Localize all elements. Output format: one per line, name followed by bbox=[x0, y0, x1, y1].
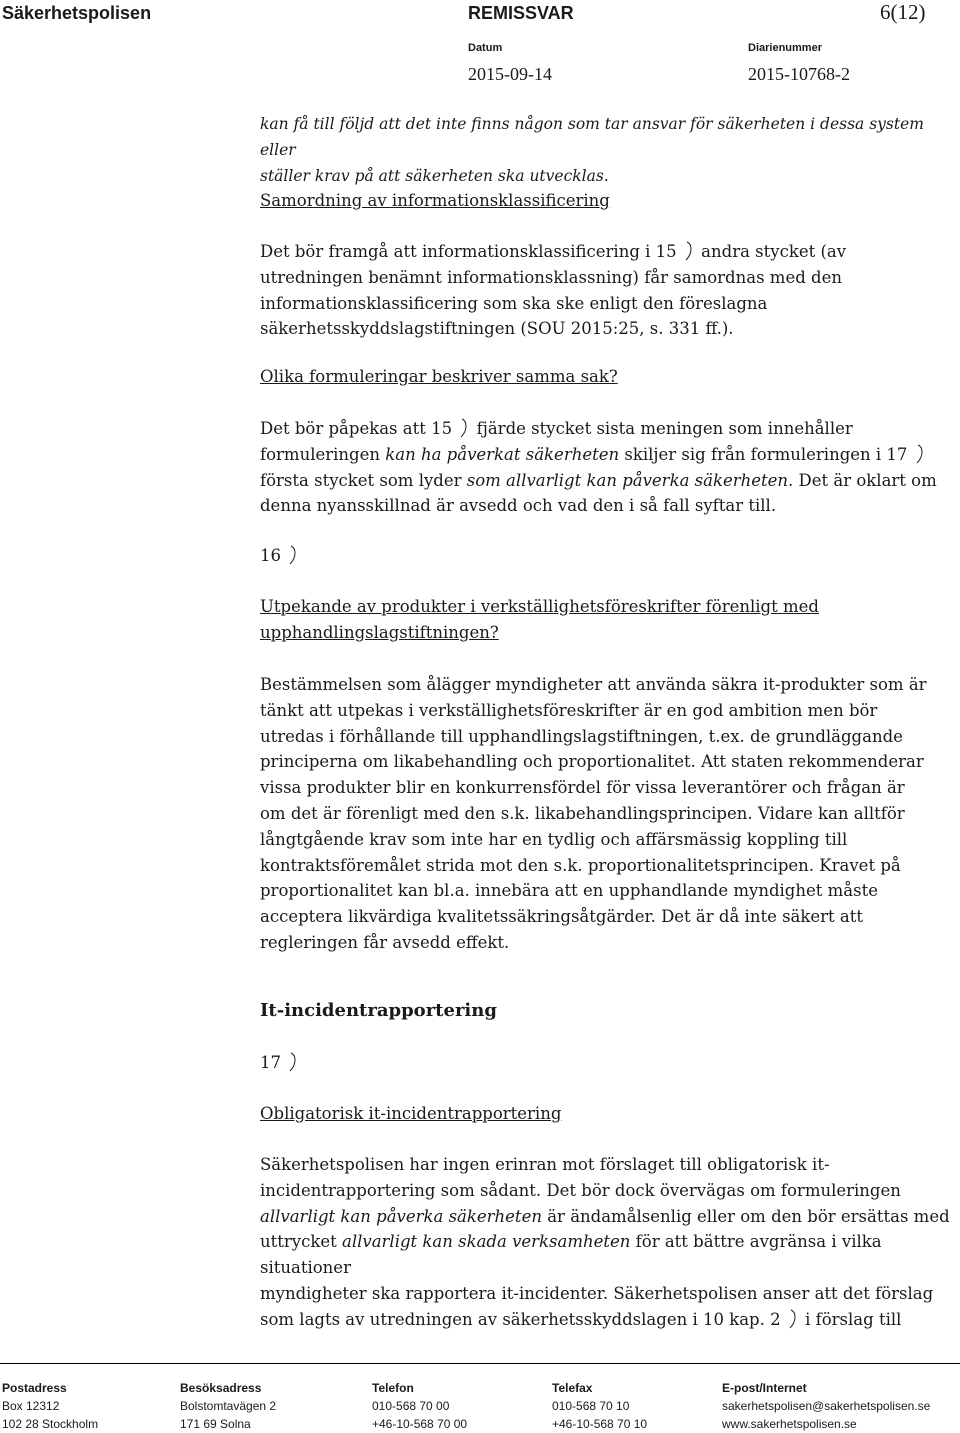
intro-paragraph bbox=[260, 112, 950, 189]
text-line: incidentrapportering som sådant. Det bör dock övervägas om formuleringen bbox=[260, 1180, 901, 1200]
footer-label: Telefon bbox=[372, 1381, 414, 1395]
paragraph-samordning bbox=[260, 239, 950, 342]
section-number: 16 bbox=[260, 546, 281, 565]
text-line: säkerhetsskyddslagstiftningen (SOU 2015:25, s. 331 ff.). bbox=[260, 319, 734, 339]
section-sign-icon bbox=[459, 418, 469, 438]
text-line: om det är förenligt med den s.k. likabehandlingsprincipen. Vidare kan alltför bbox=[260, 803, 905, 823]
text-line: långtgående krav som inte har en tydlig och affärsmässig koppling till bbox=[260, 829, 848, 849]
text-span: Det bör framgå att informationsklassificering i 15 bbox=[260, 242, 677, 261]
text-span: skiljer sig från formuleringen i 17 bbox=[624, 444, 908, 464]
section-sign-icon bbox=[288, 1052, 298, 1072]
heading-obligatorisk: Obligatorisk it-incidentrapportering bbox=[260, 1104, 562, 1123]
footer-besoksadress bbox=[180, 1379, 276, 1433]
date-label: Datum bbox=[468, 42, 503, 54]
footer-divider bbox=[0, 1363, 960, 1364]
section-16-marker bbox=[260, 543, 950, 569]
text-line: kontraktsföremålet strida mot den s.k. proportionalitetsprincipen. Kravet på bbox=[260, 855, 901, 875]
footer-telefon bbox=[372, 1379, 467, 1433]
footer-value: 010-568 70 10 bbox=[552, 1399, 630, 1413]
footer-epost bbox=[722, 1379, 930, 1433]
header-organization: Säkerhetspolisen bbox=[2, 3, 152, 23]
text-line: Bestämmelsen som ålägger myndigheter att använda säkra it-produkter som är bbox=[260, 675, 927, 694]
text-span: formuleringen bbox=[260, 444, 380, 464]
text-span: första stycket som lyder bbox=[260, 470, 462, 490]
diarie-value: 2015-10768-2 bbox=[748, 64, 850, 84]
heading-line: upphandlingslagstiftningen? bbox=[260, 622, 499, 642]
text-span: uttrycket bbox=[260, 1232, 337, 1252]
footer-label: E-post/Internet bbox=[722, 1381, 807, 1395]
text-line: denna nyansskillnad är avsedd och vad den i så fall syftar till. bbox=[260, 496, 777, 516]
heading-it-incidentrapportering: It-incidentrapportering bbox=[260, 1000, 497, 1021]
diarie-label: Diarienummer bbox=[748, 42, 822, 54]
page-number: 6(12) bbox=[880, 0, 926, 24]
italic-span: allvarligt kan skada verksamheten bbox=[341, 1232, 631, 1252]
date-value: 2015-09-14 bbox=[468, 64, 552, 84]
text-line: acceptera likvärdiga kvalitetssäkringsåtgärder. Det är då inte säkert att bbox=[260, 907, 864, 927]
footer-label: Besöksadress bbox=[180, 1381, 262, 1395]
footer-website-link[interactable]: www.sakerhetspolisen.se bbox=[722, 1417, 857, 1431]
heading-line: Utpekande av produkter i verkställighetsföreskrifter förenligt med bbox=[260, 597, 819, 616]
text-span: fjärde stycket sista meningen som innehåller bbox=[476, 419, 853, 438]
text-line: tänkt att utpekas i verkställighetsföreskrifter är en god ambition men bör bbox=[260, 700, 878, 720]
section-number: 17 bbox=[260, 1053, 281, 1072]
section-sign-icon bbox=[788, 1309, 798, 1329]
footer-postadress bbox=[2, 1379, 98, 1433]
paragraph-utpekande bbox=[260, 672, 950, 956]
text-line: utredas i förhållande till upphandlingslagstiftningen, t.ex. de grundläggande bbox=[260, 726, 903, 746]
footer-value: Bolstomtavägen 2 bbox=[180, 1399, 277, 1413]
header-document-type: REMISSVAR bbox=[468, 3, 574, 23]
footer-value: 171 69 Solna bbox=[180, 1417, 251, 1431]
italic-span: som allvarligt kan påverka säkerheten bbox=[466, 470, 789, 490]
section-sign-icon bbox=[288, 545, 298, 565]
intro-line: kan få till följd att det inte finns någon som tar ansvar för säkerheten i dessa system eller bbox=[260, 115, 924, 159]
footer-email-link[interactable]: sakerhetspolisen@sakerhetspolisen.se bbox=[722, 1399, 931, 1413]
heading-samordning: Samordning av informationsklassificering bbox=[260, 191, 610, 210]
footer-label: Telefax bbox=[552, 1381, 593, 1395]
footer-label: Postadress bbox=[2, 1381, 67, 1395]
italic-span: kan ha påverkat säkerheten bbox=[385, 444, 620, 464]
text-span: är ändamålsenlig eller om den bör ersättas med bbox=[547, 1206, 950, 1226]
section-sign-icon bbox=[684, 241, 694, 261]
text-span: Det bör påpekas att 15 bbox=[260, 419, 453, 438]
text-line: informationsklassificering som ska ske enligt den föreslagna bbox=[260, 293, 768, 313]
text-span: andra stycket (av bbox=[701, 242, 847, 261]
text-line: principerna om likabehandling och proportionalitet. Att staten rekommenderar bbox=[260, 752, 924, 772]
text-line: myndigheter ska rapportera it-incidenter. Säkerhetspolisen anser att det förslag bbox=[260, 1283, 934, 1303]
paragraph-olika-formuleringar bbox=[260, 416, 950, 519]
intro-line: ställer krav på att säkerheten ska utvecklas. bbox=[260, 166, 609, 185]
footer-value: +46-10-568 70 00 bbox=[372, 1417, 468, 1431]
text-line: vissa produkter blir en konkurrensfördel för vissa leverantörer och frågan är bbox=[260, 778, 905, 798]
text-line: utredningen benämnt informationsklassning) får samordnas med den bbox=[260, 267, 842, 287]
footer-value: Box 12312 bbox=[2, 1399, 60, 1413]
footer-value: +46-10-568 70 10 bbox=[552, 1417, 648, 1431]
footer-telefax bbox=[552, 1379, 647, 1433]
italic-span: allvarligt kan påverka säkerheten bbox=[260, 1206, 542, 1226]
text-line: proportionalitet kan bl.a. innebära att en upphandlande myndighet måste bbox=[260, 881, 878, 901]
text-line: Säkerhetspolisen har ingen erinran mot förslaget till obligatorisk it- bbox=[260, 1155, 830, 1174]
text-span: . Det är oklart om bbox=[788, 470, 937, 490]
heading-utpekande bbox=[260, 594, 950, 646]
footer-value: 102 28 Stockholm bbox=[2, 1417, 99, 1431]
text-span: som lagts av utredningen av säkerhetsskyddslagen i 10 kap. 2 bbox=[260, 1309, 781, 1329]
section-sign-icon bbox=[915, 444, 925, 464]
text-line: regleringen får avsedd effekt. bbox=[260, 932, 510, 952]
heading-olika-formuleringar: Olika formuleringar beskriver samma sak? bbox=[260, 367, 618, 386]
text-span: i förslag till bbox=[805, 1309, 902, 1329]
footer-value: 010-568 70 00 bbox=[372, 1399, 450, 1413]
text-span: för att bättre avgränsa i vilka situationer bbox=[260, 1232, 882, 1278]
paragraph-obligatorisk bbox=[260, 1152, 950, 1333]
section-17-marker bbox=[260, 1050, 950, 1076]
